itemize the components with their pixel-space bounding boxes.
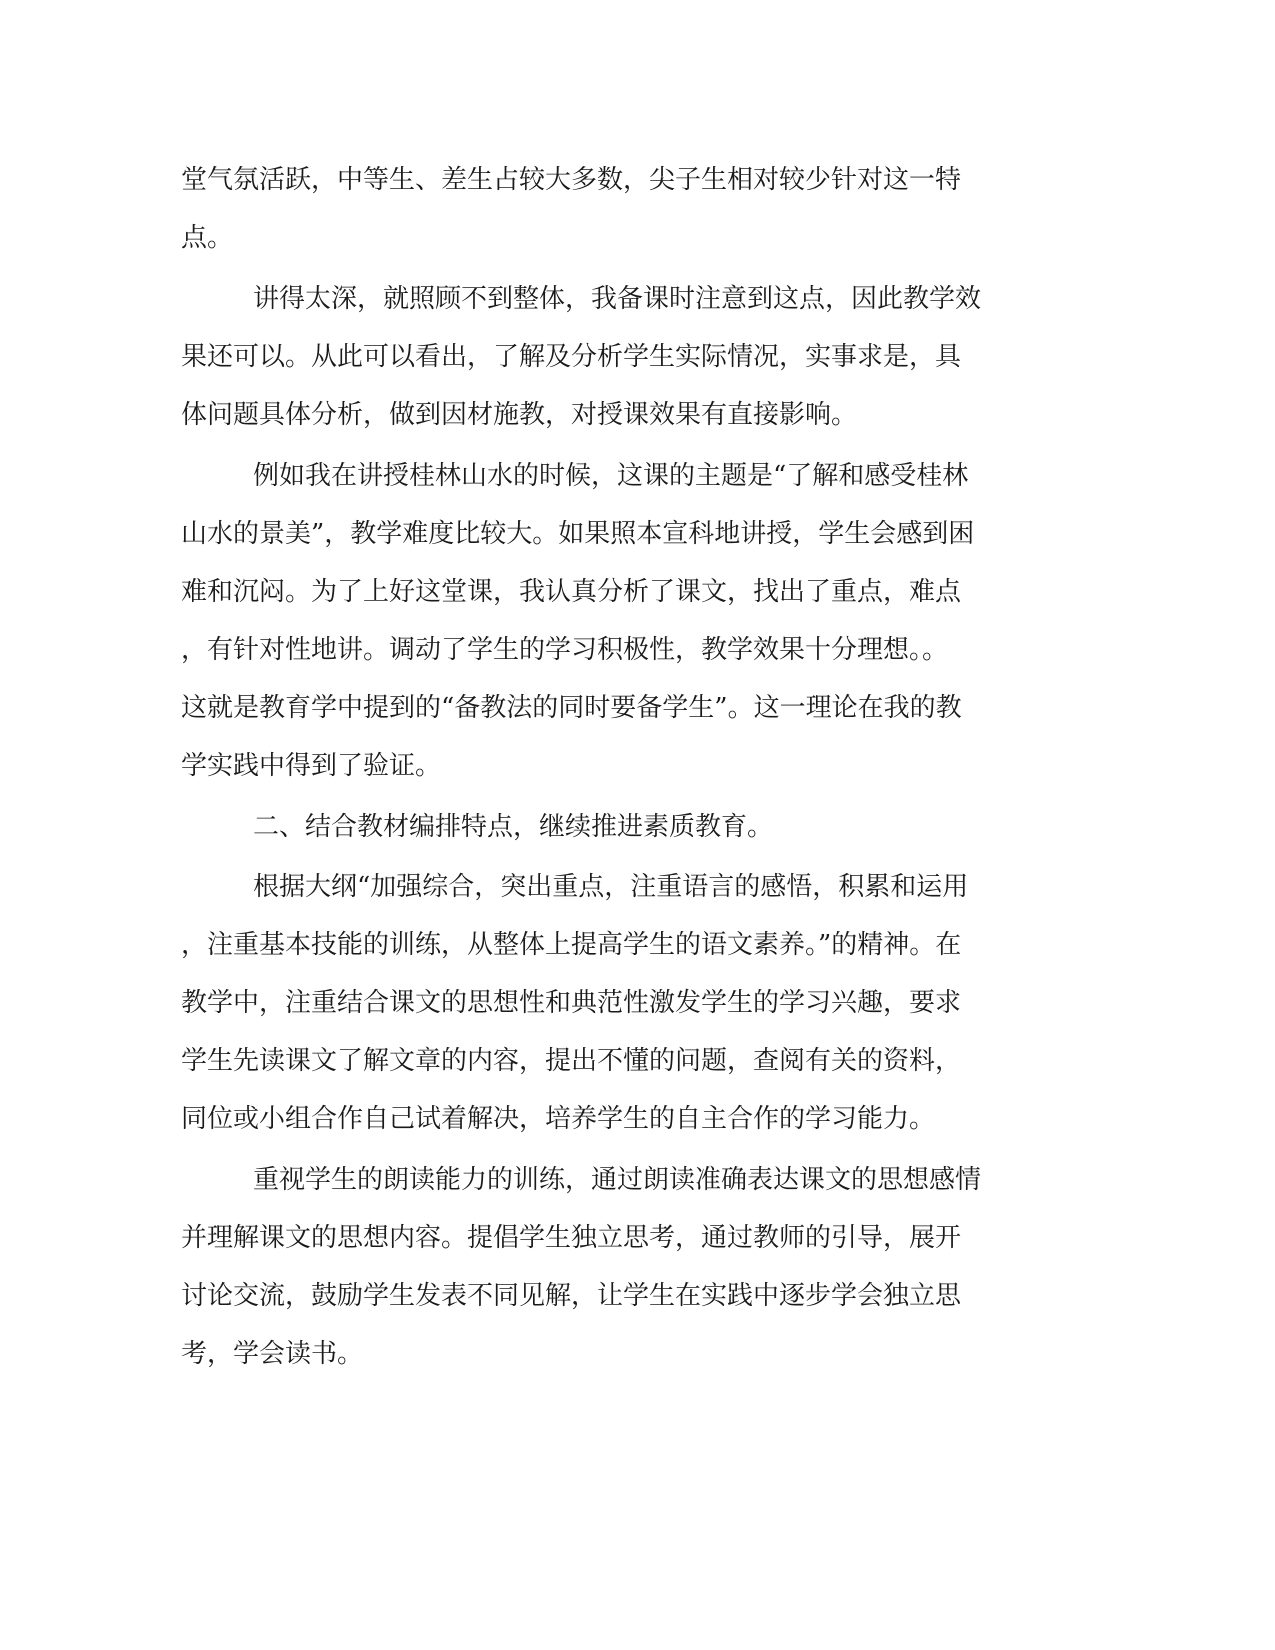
text-line: 学生先读课文了解文章的内容，提出不懂的问题，查阅有关的资料， xyxy=(181,1046,962,1076)
text-line: 山水的景美”，教学难度比较大。如果照本宣科地讲授，学生会感到困 xyxy=(181,519,975,549)
paragraph-first-line: 例如我在讲授桂林山水的时候，这课的主题是“了解和感受桂林 xyxy=(253,461,969,491)
text-line: 考，学会读书。 xyxy=(181,1339,364,1369)
text-line: 讨论交流，鼓励学生发表不同见解，让学生在实践中逐步学会独立思 xyxy=(181,1281,962,1311)
text-line: ，注重基本技能的训练，从整体上提高学生的语文素养。”的精神。在 xyxy=(181,930,962,960)
section-heading: 二、结合教材编排特点，继续推进素质教育。 xyxy=(253,812,774,842)
text-line: 点。 xyxy=(181,223,234,253)
text-line: 体问题具体分析，做到因材施教，对授课效果有直接影响。 xyxy=(181,400,858,430)
text-line: 堂气氛活跃，中等生、差生占较大多数，尖子生相对较少针对这一特 xyxy=(181,165,962,195)
paragraph-first-line: 重视学生的朗读能力的训练，通过朗读准确表达课文的思想感情 xyxy=(253,1165,982,1195)
text-line: 并理解课文的思想内容。提倡学生独立思考，通过教师的引导，展开 xyxy=(181,1223,962,1253)
text-line: 学实践中得到了验证。 xyxy=(181,751,442,781)
text-line: 果还可以。从此可以看出，了解及分析学生实际情况，实事求是，具 xyxy=(181,342,962,372)
paragraph-first-line: 根据大纲“加强综合，突出重点，注重语言的感悟，积累和运用 xyxy=(253,872,969,902)
text-line: 这就是教育学中提到的“备教法的同时要备学生”。这一理论在我的教 xyxy=(181,693,962,723)
text-line: 难和沉闷。为了上好这堂课，我认真分析了课文，找出了重点，难点 xyxy=(181,577,962,607)
text-line: 同位或小组合作自己试着解决，培养学生的自主合作的学习能力。 xyxy=(181,1104,936,1134)
text-line: 教学中，注重结合课文的思想性和典范性激发学生的学习兴趣，要求 xyxy=(181,988,962,1018)
paragraph-first-line: 讲得太深，就照顾不到整体，我备课时注意到这点，因此教学效 xyxy=(253,284,982,314)
text-line: ，有针对性地讲。调动了学生的学习积极性，教学效果十分理想。。 xyxy=(181,635,949,665)
